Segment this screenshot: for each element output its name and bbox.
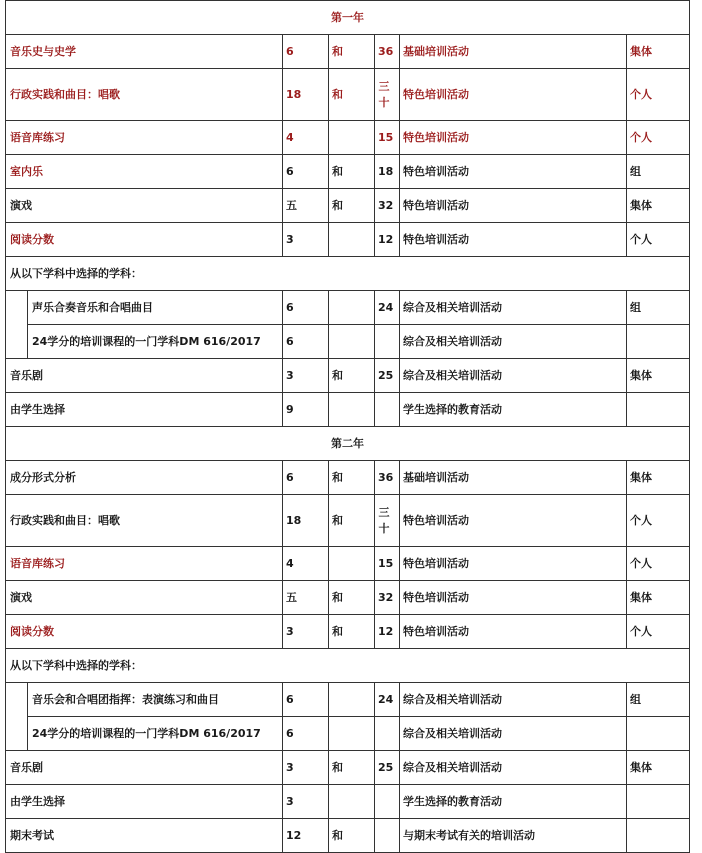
course-name: 语音库练习 [6, 547, 283, 581]
activity: 综合及相关培训活动 [400, 751, 627, 785]
credits: 6 [283, 325, 329, 359]
hours: 15 [375, 547, 400, 581]
hours: 36 [375, 35, 400, 69]
course-name: 行政实践和曲目：唱歌 [6, 69, 283, 121]
table-row [6, 359, 690, 393]
type [627, 785, 690, 819]
hours: 32 [375, 581, 400, 615]
and-marker: 和 [329, 751, 375, 785]
hours [375, 325, 400, 359]
hours: 三十 [378, 505, 390, 535]
choose-label: 从以下学科中选择的学科： [6, 649, 690, 683]
credits: 3 [283, 223, 329, 257]
credits: 12 [283, 819, 329, 853]
table-row [6, 615, 690, 649]
activity: 特色培训活动 [400, 189, 627, 223]
table-row [6, 291, 690, 325]
course-name: 音乐剧 [6, 751, 283, 785]
type: 集体 [627, 581, 690, 615]
hours [375, 785, 400, 819]
type: 个人 [627, 547, 690, 581]
credits: 3 [283, 785, 329, 819]
and-marker [329, 683, 375, 717]
table-row [6, 223, 690, 257]
table-row [6, 155, 690, 189]
credits: 五 [283, 581, 329, 615]
and-marker [329, 291, 375, 325]
activity: 与期末考试有关的培训活动 [400, 819, 627, 853]
activity: 学生选择的教育活动 [400, 785, 627, 819]
indent-cell [6, 683, 28, 751]
hours: 12 [375, 223, 400, 257]
year2-title: 第二年 [6, 427, 690, 461]
year1-header-row [6, 1, 690, 35]
table-row [6, 495, 690, 547]
and-marker [329, 325, 375, 359]
type: 集体 [627, 35, 690, 69]
type: 个人 [627, 223, 690, 257]
hours: 25 [375, 359, 400, 393]
indent-cell [6, 291, 28, 359]
course-name: 演戏 [6, 581, 283, 615]
and-marker: 和 [329, 359, 375, 393]
table-row [6, 581, 690, 615]
hours [375, 393, 400, 427]
course-name: 音乐史与史学 [6, 35, 283, 69]
course-name: 音乐会和合唱团指挥：表演练习和曲目 [28, 683, 283, 717]
credits: 6 [283, 683, 329, 717]
hours: 12 [375, 615, 400, 649]
and-marker [329, 717, 375, 751]
credits: 3 [283, 359, 329, 393]
credits: 18 [283, 69, 329, 121]
credits: 4 [283, 121, 329, 155]
type: 个人 [627, 69, 690, 121]
choose-row [6, 649, 690, 683]
activity: 特色培训活动 [400, 121, 627, 155]
credits: 6 [283, 35, 329, 69]
and-marker [329, 393, 375, 427]
course-name: 阅读分数 [6, 223, 283, 257]
curriculum-table [5, 0, 690, 853]
hours [375, 819, 400, 853]
and-marker: 和 [329, 69, 375, 121]
choose-row [6, 257, 690, 291]
course-name: 成分形式分析 [6, 461, 283, 495]
table-row [6, 35, 690, 69]
choose-label: 从以下学科中选择的学科： [6, 257, 690, 291]
activity: 综合及相关培训活动 [400, 717, 627, 751]
table-row [6, 819, 690, 853]
and-marker: 和 [329, 581, 375, 615]
type: 个人 [627, 615, 690, 649]
hours: 24 [375, 683, 400, 717]
type: 集体 [627, 751, 690, 785]
activity: 学生选择的教育活动 [400, 393, 627, 427]
type [627, 819, 690, 853]
activity: 综合及相关培训活动 [400, 683, 627, 717]
type: 集体 [627, 461, 690, 495]
credits: 6 [283, 717, 329, 751]
year1-title: 第一年 [6, 1, 690, 35]
activity: 特色培训活动 [400, 495, 627, 547]
type: 集体 [627, 359, 690, 393]
table-row [6, 547, 690, 581]
activity: 特色培训活动 [400, 155, 627, 189]
and-marker: 和 [329, 819, 375, 853]
type [627, 393, 690, 427]
table-row [6, 325, 690, 359]
activity: 基础培训活动 [400, 461, 627, 495]
and-marker [329, 121, 375, 155]
credits: 6 [283, 291, 329, 325]
course-name: 语音库练习 [6, 121, 283, 155]
activity: 特色培训活动 [400, 615, 627, 649]
credits: 6 [283, 155, 329, 189]
activity: 特色培训活动 [400, 581, 627, 615]
activity: 综合及相关培训活动 [400, 359, 627, 393]
and-marker [329, 223, 375, 257]
hours: 25 [375, 751, 400, 785]
and-marker: 和 [329, 495, 375, 547]
credits: 18 [283, 495, 329, 547]
table-row [6, 461, 690, 495]
credits: 五 [283, 189, 329, 223]
and-marker: 和 [329, 461, 375, 495]
course-name: 演戏 [6, 189, 283, 223]
course-name: 阅读分数 [6, 615, 283, 649]
type: 组 [627, 155, 690, 189]
type [627, 717, 690, 751]
hours: 36 [375, 461, 400, 495]
course-name: 由学生选择 [6, 393, 283, 427]
type: 组 [627, 291, 690, 325]
year2-header-row [6, 427, 690, 461]
credits: 3 [283, 751, 329, 785]
activity: 特色培训活动 [400, 547, 627, 581]
course-name: 行政实践和曲目：唱歌 [6, 495, 283, 547]
table-row [6, 717, 690, 751]
course-name: 由学生选择 [6, 785, 283, 819]
course-name: 期末考试 [6, 819, 283, 853]
and-marker: 和 [329, 189, 375, 223]
and-marker: 和 [329, 35, 375, 69]
table-row [6, 751, 690, 785]
and-marker [329, 785, 375, 819]
course-name: 音乐剧 [6, 359, 283, 393]
activity: 综合及相关培训活动 [400, 291, 627, 325]
table-row [6, 121, 690, 155]
and-marker: 和 [329, 155, 375, 189]
hours [375, 717, 400, 751]
activity: 综合及相关培训活动 [400, 325, 627, 359]
type: 个人 [627, 495, 690, 547]
hours: 24 [375, 291, 400, 325]
activity: 特色培训活动 [400, 69, 627, 121]
type: 组 [627, 683, 690, 717]
and-marker: 和 [329, 615, 375, 649]
activity: 特色培训活动 [400, 223, 627, 257]
and-marker [329, 547, 375, 581]
course-name: 24学分的培训课程的一门学科DM 616/2017 [28, 717, 283, 751]
table-row [6, 69, 690, 121]
activity: 基础培训活动 [400, 35, 627, 69]
table-row [6, 393, 690, 427]
hours: 32 [375, 189, 400, 223]
hours: 三十 [378, 79, 390, 109]
type [627, 325, 690, 359]
credits: 4 [283, 547, 329, 581]
table-row [6, 683, 690, 717]
course-name: 24学分的培训课程的一门学科DM 616/2017 [28, 325, 283, 359]
credits: 6 [283, 461, 329, 495]
table-row [6, 189, 690, 223]
credits: 9 [283, 393, 329, 427]
hours: 15 [375, 121, 400, 155]
course-name: 室内乐 [6, 155, 283, 189]
type: 个人 [627, 121, 690, 155]
table-row [6, 785, 690, 819]
credits: 3 [283, 615, 329, 649]
course-name: 声乐合奏音乐和合唱曲目 [28, 291, 283, 325]
type: 集体 [627, 189, 690, 223]
hours: 18 [375, 155, 400, 189]
